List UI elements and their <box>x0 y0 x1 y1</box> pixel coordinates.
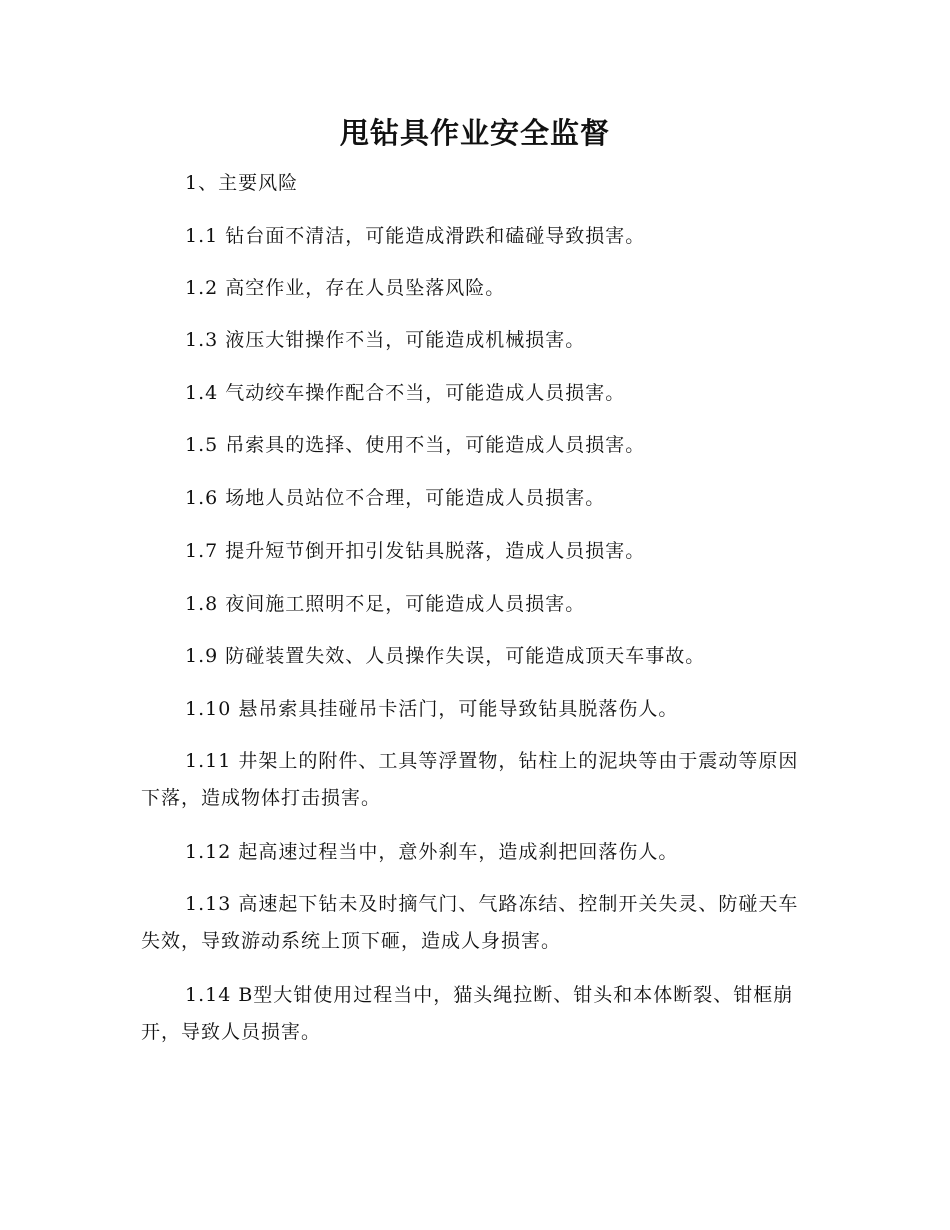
document-title: 甩钻具作业安全监督 <box>339 116 610 150</box>
paragraph-1-5: 1.5 吊索具的选择、使用不当，可能造成人员损害。 <box>185 434 646 456</box>
paragraph-heading-main-risks: 1、主要风险 <box>185 172 299 194</box>
paragraph-1-11: 1.11 井架上的附件、工具等浮置物，钻柱上的泥块等由于震动等原因下落，造成物体打击损害。 <box>141 750 799 809</box>
paragraph-1-9: 1.9 防碰装置失效、人员操作失误，可能造成顶天车事故。 <box>185 645 706 667</box>
paragraph-1-2: 1.2 高空作业，存在人员坠落风险。 <box>185 277 506 299</box>
paragraph-1-7: 1.7 提升短节倒开扣引发钻具脱落，造成人员损害。 <box>185 540 646 562</box>
paragraph-1-13: 1.13 高速起下钻未及时摘气门、气路冻结、控制开关失灵、防碰天车失效，导致游动系统上顶下砸，造成人身损害。 <box>141 893 799 952</box>
paragraph-1-3: 1.3 液压大钳操作不当，可能造成机械损害。 <box>185 329 586 351</box>
paragraph-1-12: 1.12 起高速过程当中，意外刹车，造成刹把回落伤人。 <box>185 841 679 863</box>
paragraph-1-10: 1.10 悬吊索具挂碰吊卡活门，可能导致钻具脱落伤人。 <box>185 698 679 720</box>
paragraph-1-8: 1.8 夜间施工照明不足，可能造成人员损害。 <box>185 593 586 615</box>
paragraph-1-6: 1.6 场地人员站位不合理，可能造成人员损害。 <box>185 487 606 509</box>
paragraph-1-1: 1.1 钻台面不清洁，可能造成滑跌和磕碰导致损害。 <box>185 225 646 247</box>
paragraph-1-14: 1.14 B型大钳使用过程当中，猫头绳拉断、钳头和本体断裂、钳框崩开，导致人员损害。 <box>141 984 794 1043</box>
paragraph-1-4: 1.4 气动绞车操作配合不当，可能造成人员损害。 <box>185 382 626 404</box>
